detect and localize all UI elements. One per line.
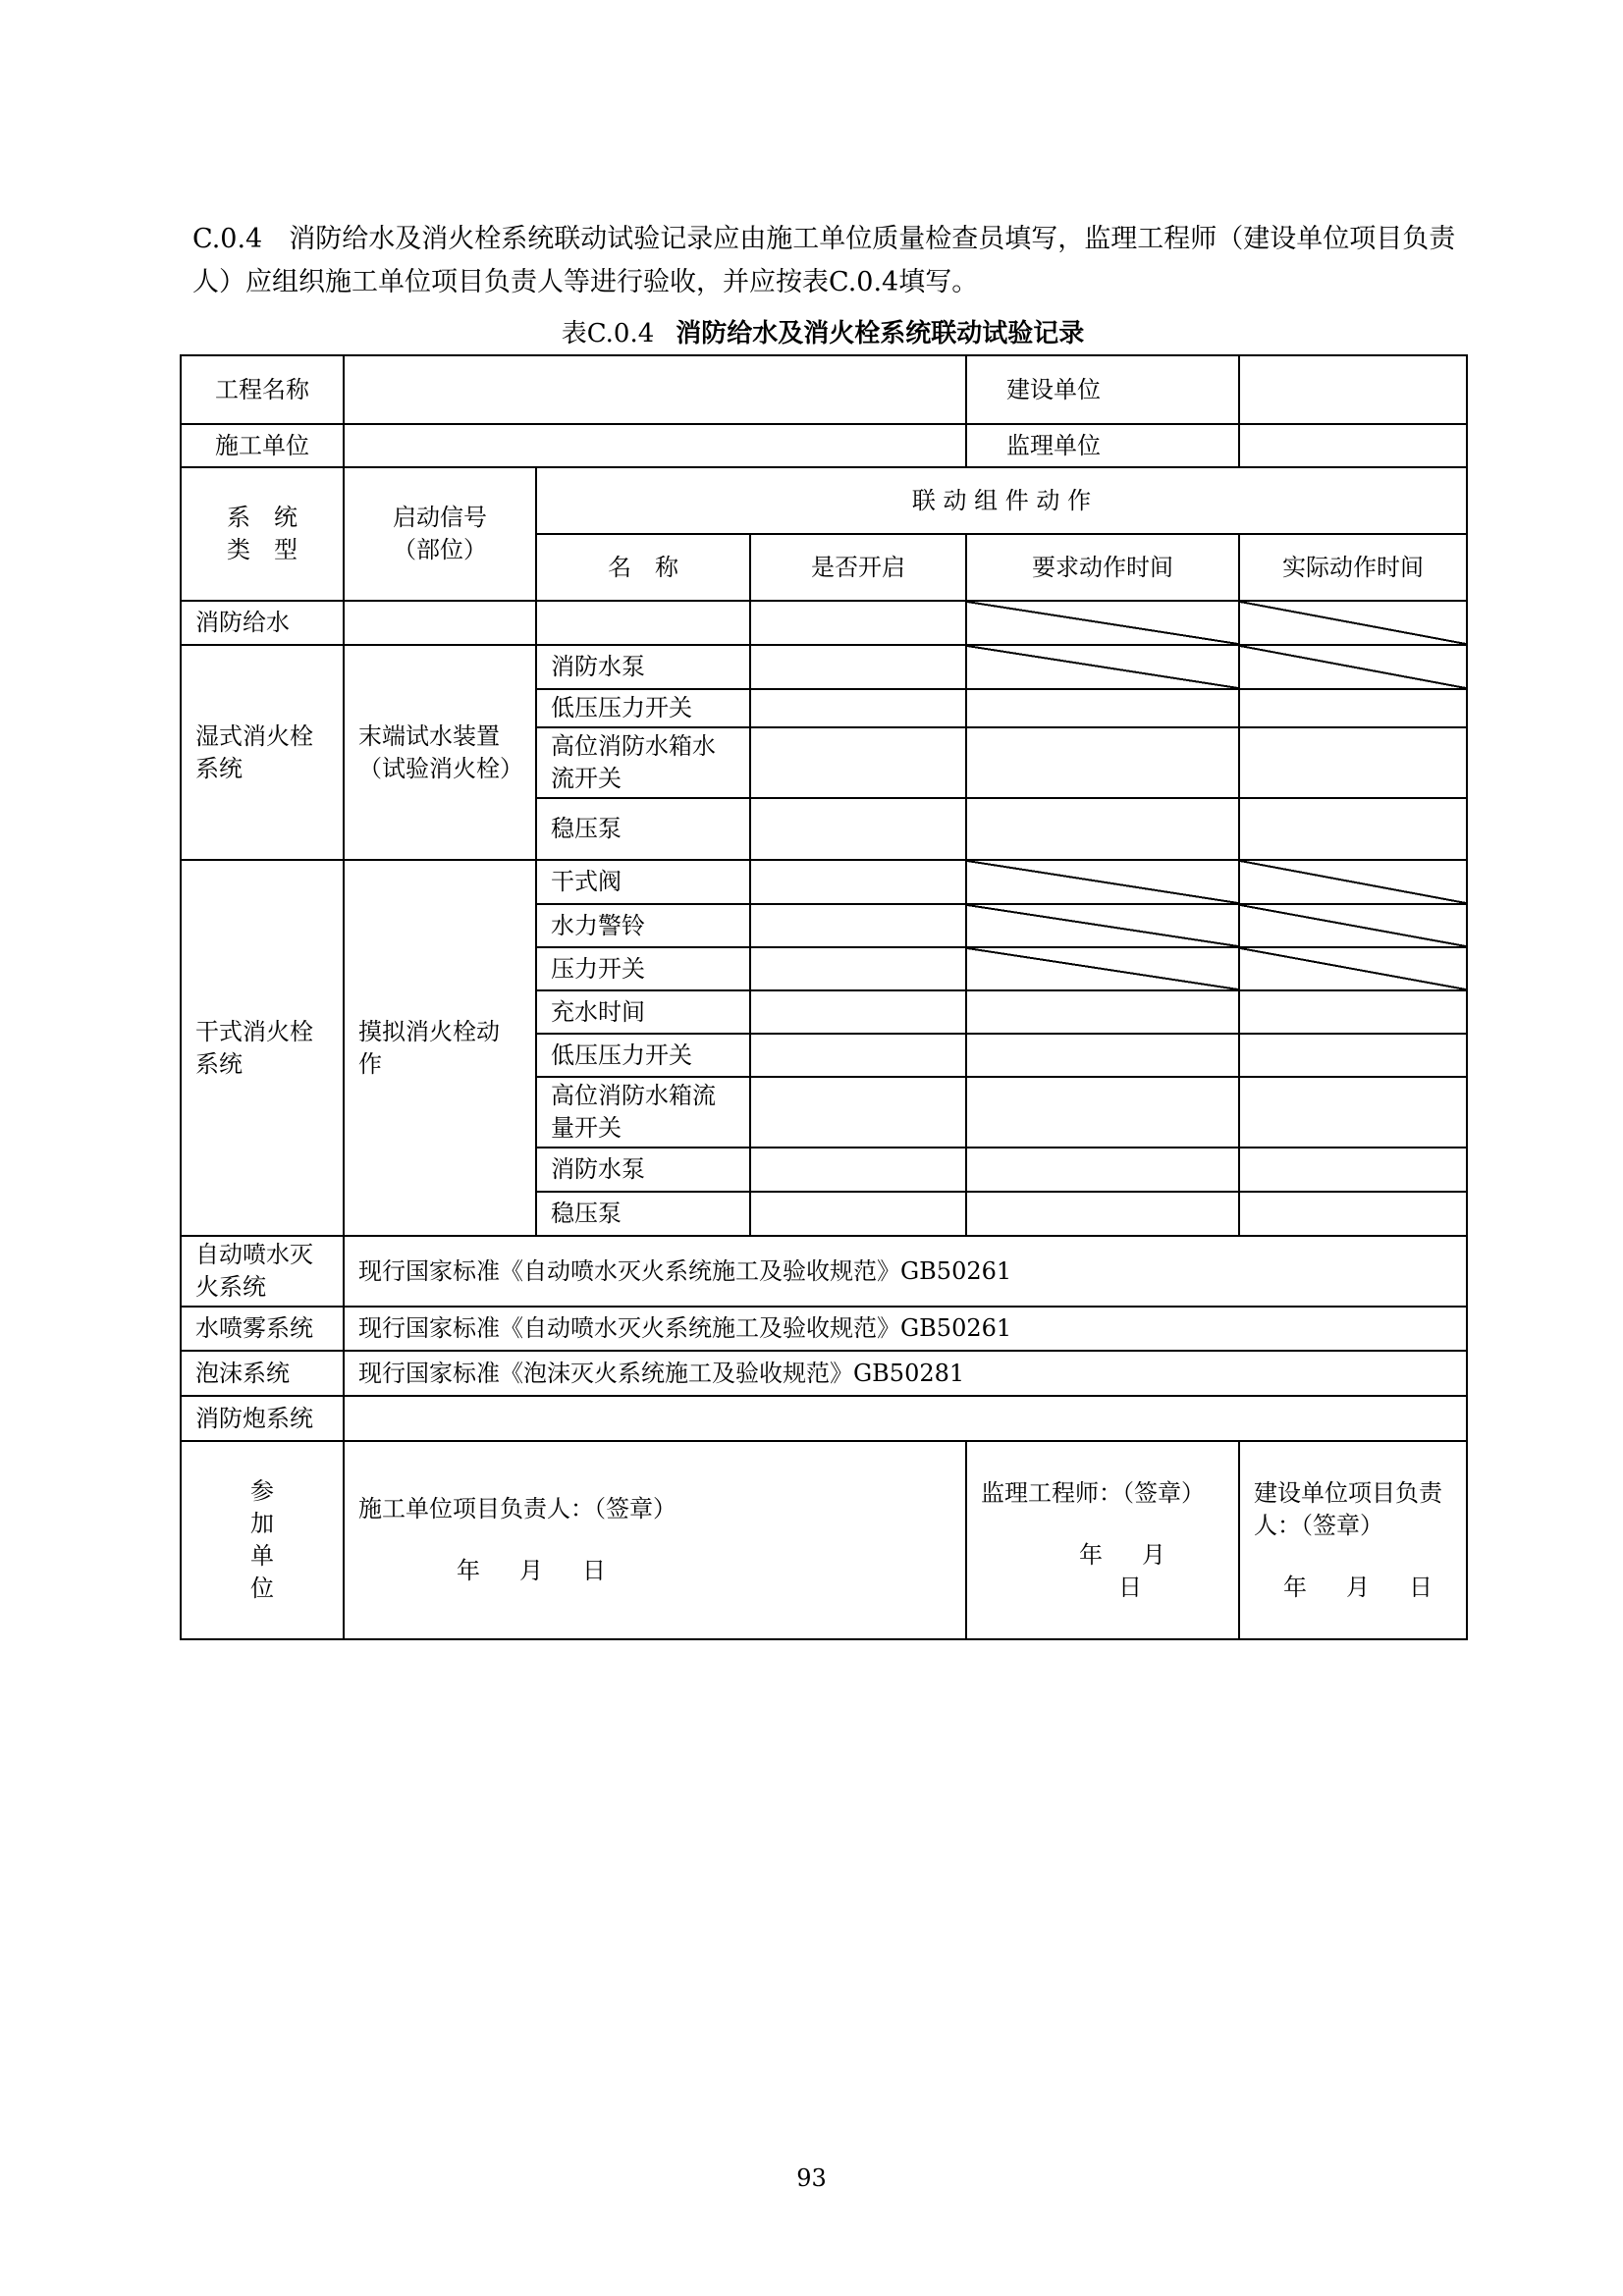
- participants-char: 加: [250, 1510, 274, 1537]
- participants-char: 单: [250, 1542, 274, 1570]
- cell[interactable]: [750, 689, 966, 727]
- table-row: [181, 1441, 1467, 1639]
- build-unit-field[interactable]: [1239, 355, 1467, 424]
- cell[interactable]: [344, 601, 536, 645]
- dry-signal-label: 摸拟消火栓动作: [344, 860, 536, 1236]
- cell[interactable]: [750, 990, 966, 1034]
- table-row: [181, 424, 1467, 467]
- cell[interactable]: [966, 798, 1239, 860]
- table-row: [181, 645, 1467, 689]
- intro-text: 消防给水及消火栓系统联动试验记录应由施工单位质量检查员填写，监理工程师（建设单位项目负责人）应组织施工单位项目负责人等进行验收，并应按表C.0.4填写。: [192, 224, 1456, 297]
- system-type-label-line2: 类 型: [227, 536, 298, 563]
- crossed-cell: [1239, 947, 1467, 990]
- component-name: 低压压力开关: [536, 689, 750, 727]
- crossed-cell: [966, 645, 1239, 689]
- caption-title: 消防给水及消火栓系统联动试验记录: [676, 319, 1085, 348]
- build-unit-label: 建设单位: [966, 355, 1239, 424]
- start-signal-label-line1: 启动信号: [393, 504, 487, 531]
- cell[interactable]: [966, 1077, 1239, 1148]
- supervision-unit-field[interactable]: [1239, 424, 1467, 467]
- crossed-cell: [966, 601, 1239, 645]
- table-row: [181, 601, 1467, 645]
- cell[interactable]: [1239, 689, 1467, 727]
- wet-signal-label: 末端试水装置（试验消火栓）: [344, 645, 536, 860]
- cell[interactable]: [966, 1034, 1239, 1077]
- participants-char: 参: [250, 1477, 274, 1505]
- project-name-label: 工程名称: [181, 355, 344, 424]
- component-name: 稳压泵: [536, 1192, 750, 1236]
- wet-system-label: 湿式消火栓系统: [181, 645, 344, 860]
- table-row: [181, 1307, 1467, 1351]
- date-year: 年: [1079, 1540, 1103, 1569]
- linkage-test-record-table: [180, 354, 1468, 1640]
- date-year: 年: [457, 1557, 480, 1584]
- crossed-cell: [1239, 601, 1467, 645]
- col-required-time-header: 要求动作时间: [966, 534, 1239, 601]
- cell[interactable]: [750, 1148, 966, 1192]
- cell[interactable]: [750, 1192, 966, 1236]
- date-month: 月: [1346, 1573, 1370, 1601]
- date-month: 月: [519, 1557, 543, 1584]
- cell[interactable]: [750, 645, 966, 689]
- monitor-field[interactable]: [344, 1396, 1467, 1441]
- water-spray-label: 水喷雾系统: [181, 1307, 344, 1351]
- table-row: [181, 355, 1467, 424]
- dry-system-label: 干式消火栓系统: [181, 860, 344, 1236]
- component-name: 消防水泵: [536, 645, 750, 689]
- project-name-field[interactable]: [344, 355, 966, 424]
- signature-date: [1254, 1572, 1452, 1604]
- table-row: [181, 467, 1467, 534]
- cell[interactable]: [750, 947, 966, 990]
- sprinkler-label: 自动喷水灭火系统: [181, 1236, 344, 1307]
- signature-date: [981, 1539, 1224, 1604]
- start-signal-header: [344, 467, 536, 601]
- cell[interactable]: [750, 904, 966, 947]
- cell[interactable]: [1239, 1077, 1467, 1148]
- table-row: [181, 1351, 1467, 1396]
- table-row: [181, 1236, 1467, 1307]
- crossed-cell: [966, 947, 1239, 990]
- date-year: 年: [1283, 1573, 1307, 1601]
- date-month: 月: [1142, 1540, 1165, 1569]
- caption-number: 表C.0.4: [561, 319, 655, 348]
- date-day: 日: [1409, 1573, 1433, 1601]
- crossed-cell: [1239, 904, 1467, 947]
- component-name: 水力警铃: [536, 904, 750, 947]
- supervision-signature-block[interactable]: [966, 1441, 1239, 1639]
- cell[interactable]: [966, 990, 1239, 1034]
- monitor-label: 消防炮系统: [181, 1396, 344, 1441]
- cell[interactable]: [750, 798, 966, 860]
- participants-char: 位: [250, 1575, 274, 1602]
- intro-number: C.0.4: [192, 224, 263, 254]
- col-actual-time-header: 实际动作时间: [1239, 534, 1467, 601]
- intro-paragraph: [192, 218, 1484, 304]
- supervision-unit-label: 监理单位: [966, 424, 1239, 467]
- component-name: 高位消防水箱流量开关: [536, 1077, 750, 1148]
- component-name: 低压压力开关: [536, 1034, 750, 1077]
- col-name-header: 名 称: [536, 534, 750, 601]
- col-open-header: 是否开启: [750, 534, 966, 601]
- construction-unit-field[interactable]: [344, 424, 966, 467]
- component-name: 高位消防水箱水流开关: [536, 727, 750, 798]
- linkage-header: 联 动 组 件 动 作: [536, 467, 1467, 534]
- cell[interactable]: [536, 601, 750, 645]
- foam-text: 现行国家标准《泡沫灭火系统施工及验收规范》GB50281: [344, 1351, 1467, 1396]
- cell[interactable]: [966, 1192, 1239, 1236]
- page-number: 93: [796, 2164, 827, 2192]
- table-row: [181, 860, 1467, 904]
- date-day: 日: [582, 1557, 606, 1584]
- cell[interactable]: [750, 727, 966, 798]
- crossed-cell: [966, 860, 1239, 904]
- cell[interactable]: [1239, 1034, 1467, 1077]
- start-signal-label-line2: （部位）: [393, 536, 487, 563]
- table-row: [181, 1396, 1467, 1441]
- cell[interactable]: [1239, 727, 1467, 798]
- cell[interactable]: [1239, 1148, 1467, 1192]
- component-name: 消防水泵: [536, 1148, 750, 1192]
- table-caption: [180, 312, 1466, 355]
- component-name: 稳压泵: [536, 798, 750, 860]
- build-signature-block[interactable]: [1239, 1441, 1467, 1639]
- signature-date: [358, 1555, 951, 1587]
- crossed-cell: [966, 904, 1239, 947]
- cell[interactable]: [750, 1077, 966, 1148]
- component-name: 压力开关: [536, 947, 750, 990]
- cell[interactable]: [750, 860, 966, 904]
- date-day: 日: [1118, 1573, 1142, 1601]
- cell[interactable]: [750, 601, 966, 645]
- system-type-header: [181, 467, 344, 601]
- component-name: 干式阀: [536, 860, 750, 904]
- sprinkler-text: 现行国家标准《自动喷水灭火系统施工及验收规范》GB50261: [344, 1236, 1467, 1307]
- build-signature-label: 建设单位项目负责人：（签章）: [1254, 1478, 1442, 1539]
- cell[interactable]: [966, 689, 1239, 727]
- cell[interactable]: [966, 1148, 1239, 1192]
- supervision-signature-label: 监理工程师：（签章）: [981, 1478, 1205, 1507]
- cell[interactable]: [1239, 990, 1467, 1034]
- crossed-cell: [1239, 645, 1467, 689]
- construction-signature-label: 施工单位项目负责人：（签章）: [358, 1495, 676, 1522]
- construction-unit-label: 施工单位: [181, 424, 344, 467]
- participants-label: [181, 1441, 344, 1639]
- crossed-cell: [1239, 860, 1467, 904]
- cell[interactable]: [750, 1034, 966, 1077]
- fire-water-supply-label: 消防给水: [181, 601, 344, 645]
- system-type-label-line1: 系 统: [227, 504, 298, 531]
- cell[interactable]: [1239, 1192, 1467, 1236]
- component-name: 充水时间: [536, 990, 750, 1034]
- cell[interactable]: [966, 727, 1239, 798]
- water-spray-text: 现行国家标准《自动喷水灭火系统施工及验收规范》GB50261: [344, 1307, 1467, 1351]
- foam-label: 泡沫系统: [181, 1351, 344, 1396]
- cell[interactable]: [1239, 798, 1467, 860]
- construction-signature-block[interactable]: [344, 1441, 966, 1639]
